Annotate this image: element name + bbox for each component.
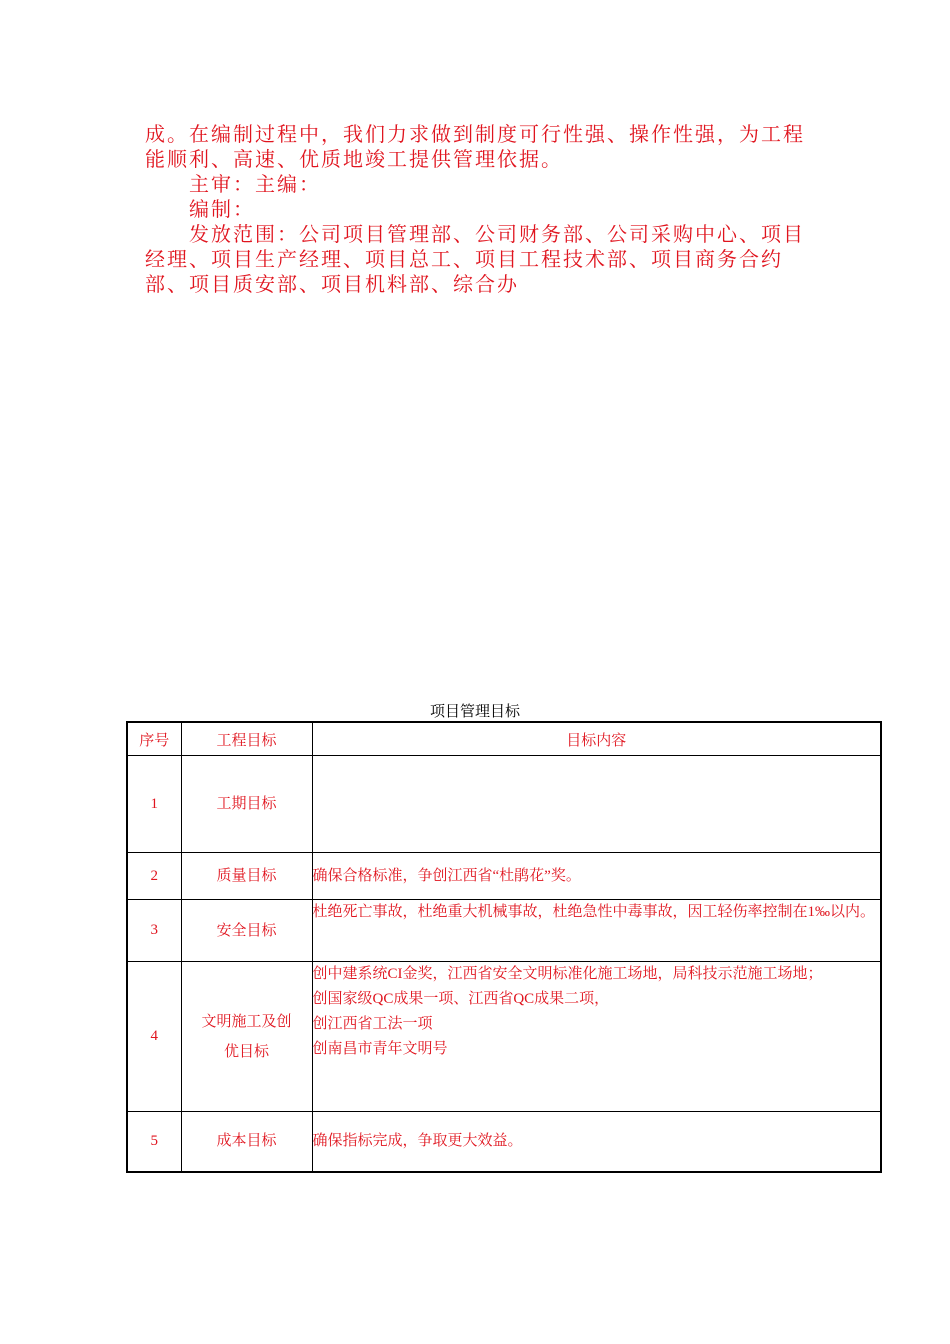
row-goal-name: 安全目标 — [181, 900, 312, 962]
row-goal-name: 质量目标 — [181, 853, 312, 900]
row-goal-name — [181, 962, 312, 1112]
content-line: 创南昌市青年文明号 — [312, 1041, 448, 1057]
content-line: 创国家级QC成果一项、江西省QC成果二项， — [312, 991, 610, 1007]
distribution-scope: 发放范围：公司项目管理部、公司财务部、公司采购中心、项目经理、项目生产经理、项目总工、项目工程技术部、项目商务合约部、项目质安部、项目机料部、综合办 — [145, 222, 805, 296]
intro-paragraph: 成。在编制过程中，我们力求做到制度可行性强、操作性强，为工程能顺利、高速、优质地竣工提供管理依据。 — [145, 122, 805, 171]
project-goals-table — [126, 721, 882, 1173]
row-goal-content — [312, 756, 881, 853]
table-row — [127, 853, 881, 900]
row-number: 3 — [127, 900, 181, 962]
table-row — [127, 900, 881, 962]
row-goal-content — [312, 1112, 881, 1172]
table-caption: 项目管理目标 — [429, 704, 520, 720]
reviewer-line: 主审：主编： — [189, 172, 321, 196]
row-goal-content — [312, 962, 881, 1112]
header-goal: 工程目标 — [181, 722, 312, 756]
header-serial: 序号 — [127, 722, 181, 756]
row-number: 4 — [127, 962, 181, 1112]
table-row — [127, 962, 881, 1112]
row-goal-content — [312, 853, 881, 900]
content-line: 确保合格标准，争创江西省“杜鹃花”奖。 — [312, 867, 581, 884]
row-number: 1 — [127, 756, 181, 853]
content-line: 杜绝死亡事故，杜绝重大机械事故，杜绝急性中毒事故，因工轻伤率控制在1‰以内。 — [312, 904, 876, 920]
content-line: 创江西省工法一项 — [312, 1016, 433, 1032]
table-header-row — [127, 722, 881, 756]
row-number: 5 — [127, 1112, 181, 1172]
intro-text-block — [145, 122, 810, 297]
row-goal-content — [312, 900, 881, 962]
row-number: 2 — [127, 853, 181, 900]
content-line: 确保指标完成，争取更大效益。 — [312, 1132, 523, 1149]
compiler-line: 编制： — [189, 197, 255, 221]
row-goal-name: 成本目标 — [181, 1112, 312, 1172]
goal-name-text: 文明施工及创优目标 — [201, 1013, 292, 1060]
table-row — [127, 756, 881, 853]
row-goal-name: 工期目标 — [181, 756, 312, 853]
content-line: 创中建系统CI金奖，江西省安全文明标准化施工场地，局科技示范施工场地； — [312, 966, 823, 982]
header-content: 目标内容 — [312, 722, 881, 756]
table-row — [127, 1112, 881, 1172]
